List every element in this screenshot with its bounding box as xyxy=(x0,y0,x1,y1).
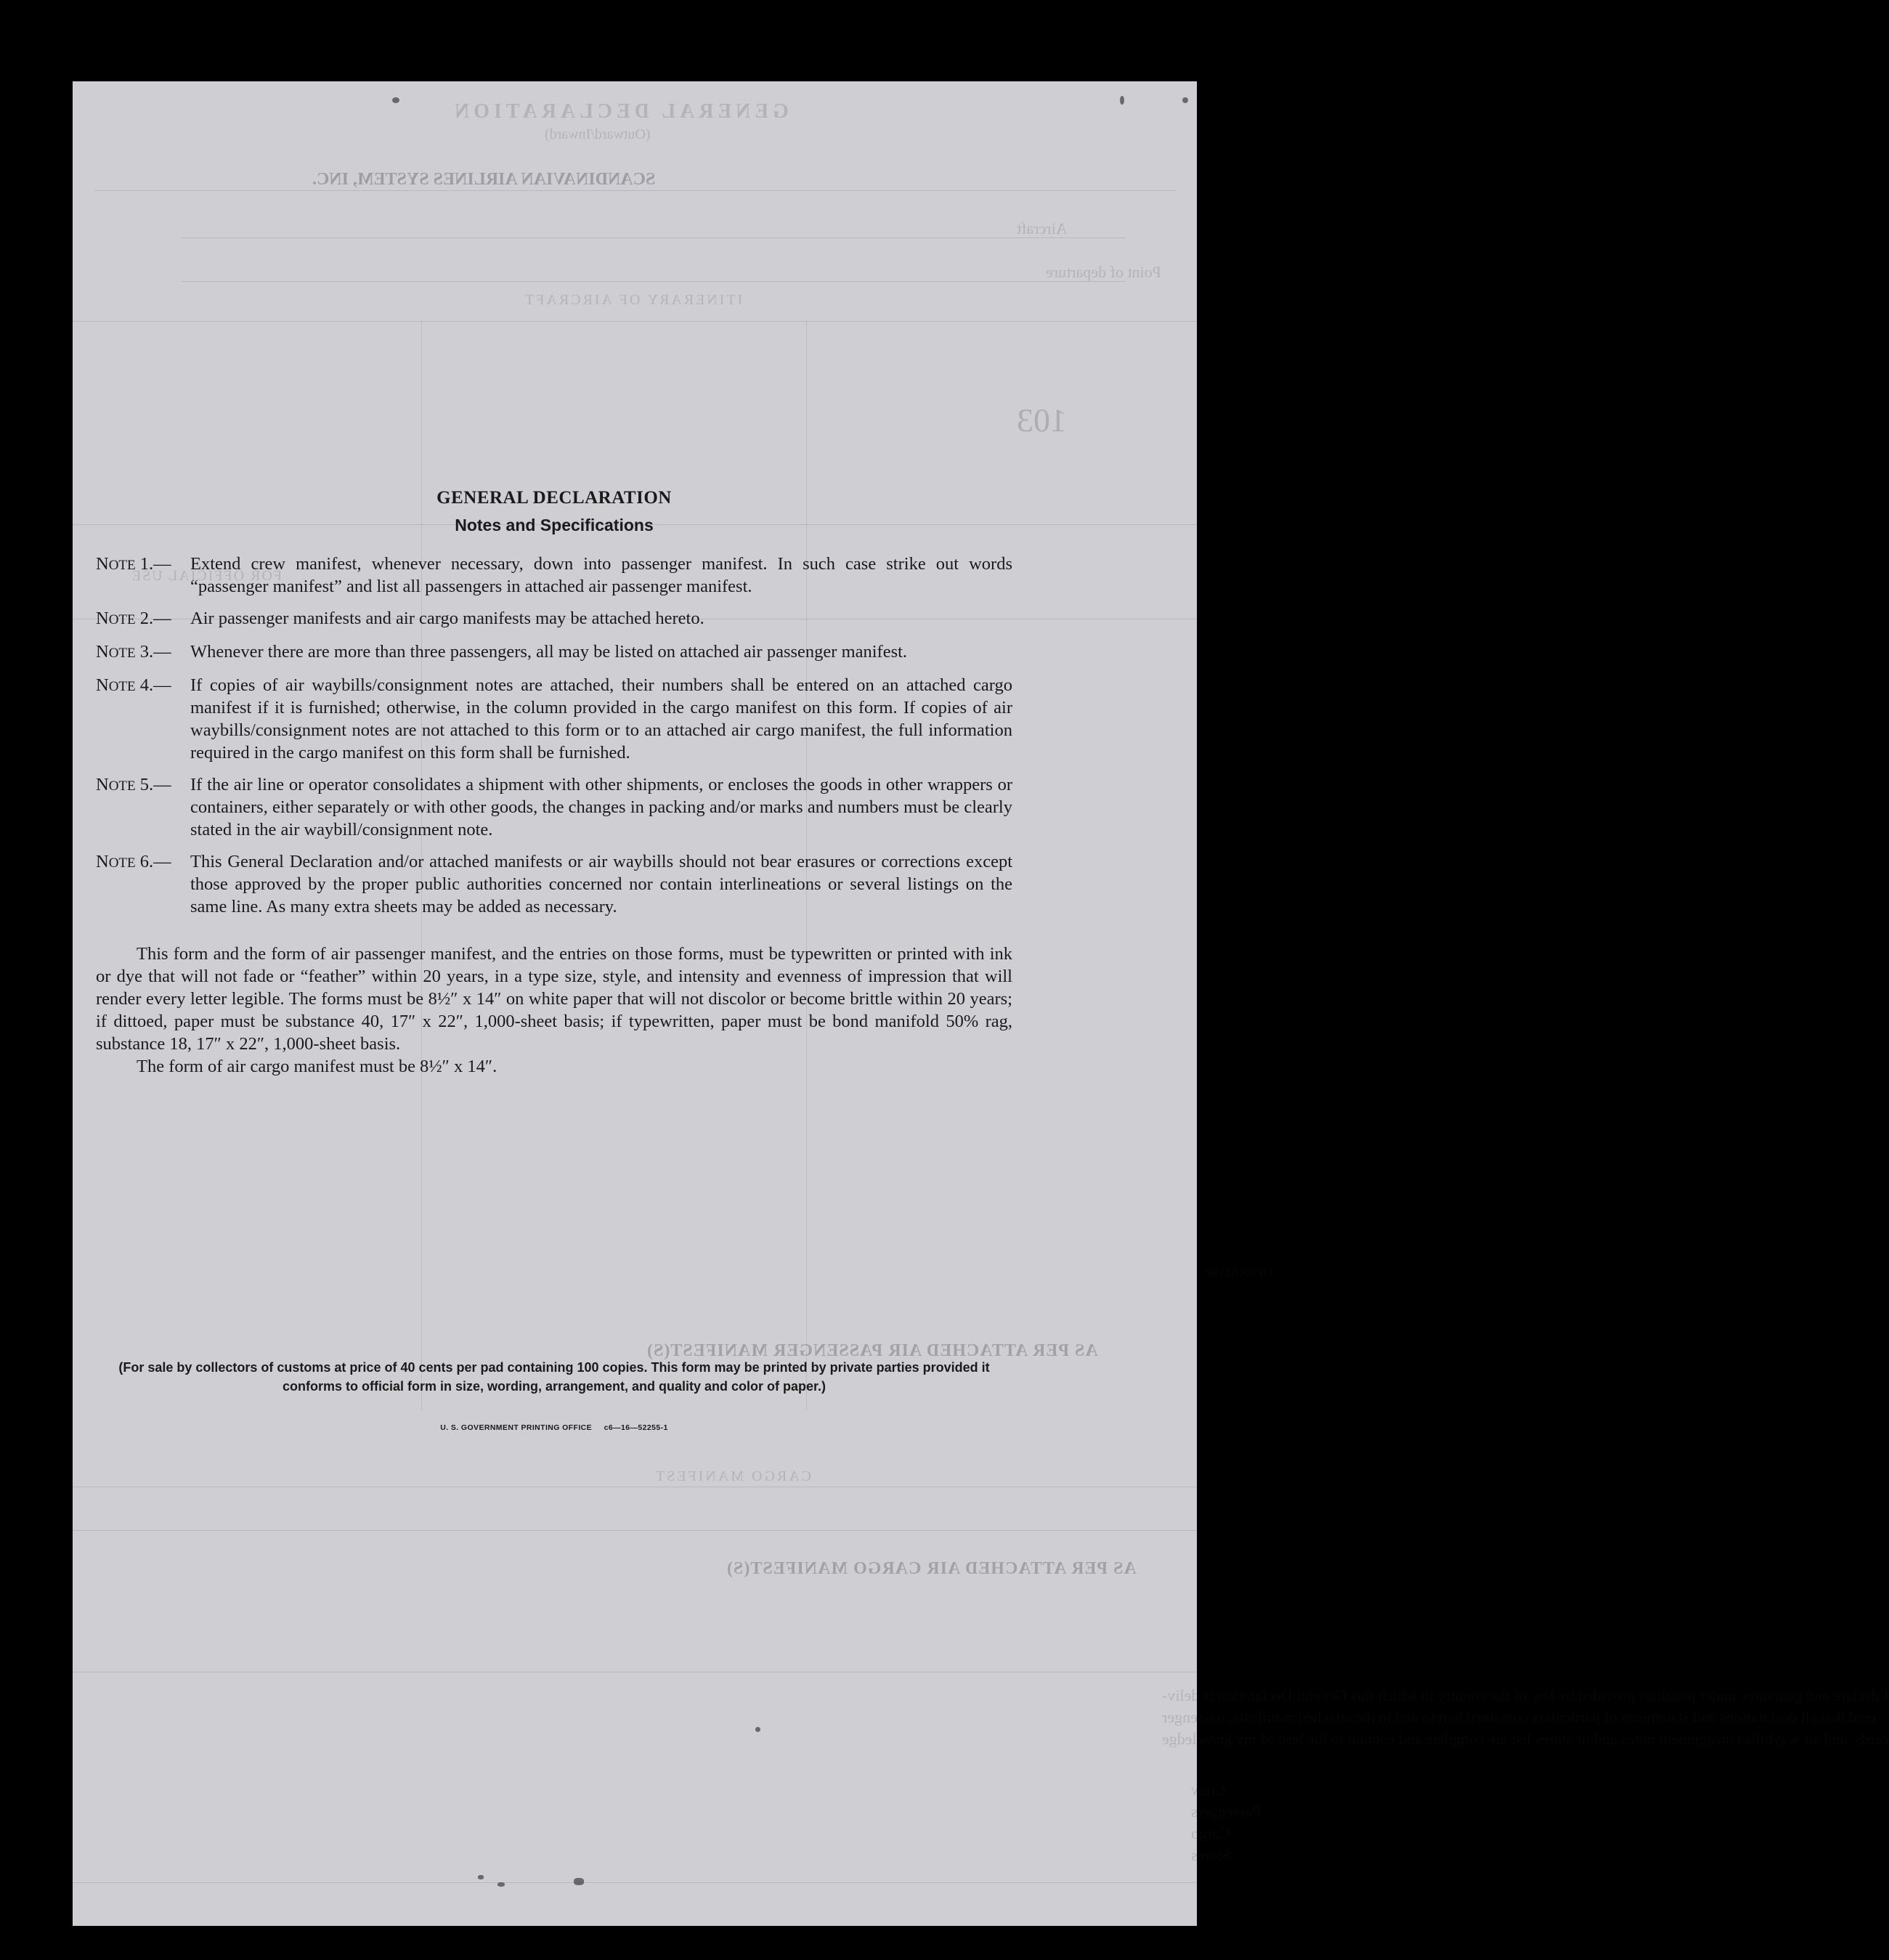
note-text: Air passenger manifests and air cargo manifests may be attached hereto. xyxy=(190,609,704,628)
bleed-through-declaration: cards, and air waybills/consignment notes and/or stores list are complete and contain to the best of my knowledge xyxy=(1162,1730,1889,1748)
bleed-through-aircraft: Aircraft xyxy=(1017,219,1068,237)
bleed-through-heading: GENERAL DECLARATION xyxy=(450,100,789,123)
scan-speck xyxy=(497,1882,505,1887)
note-label-initial: N xyxy=(96,609,109,628)
note-1 xyxy=(96,553,1012,598)
note-number: 4. xyxy=(135,675,154,695)
note-label-rest: OTE xyxy=(108,558,136,573)
note-label-initial: N xyxy=(96,642,109,662)
note-label-initial: N xyxy=(96,554,109,574)
scan-speck xyxy=(1120,96,1124,105)
note-label xyxy=(96,553,190,598)
scan-speck xyxy=(392,97,399,103)
note-dash: — xyxy=(153,554,171,574)
note-label-rest: OTE xyxy=(108,778,136,794)
note-label-rest: OTE xyxy=(108,679,136,694)
scan-speck xyxy=(574,1878,584,1885)
scan-speck xyxy=(1182,97,1188,103)
note-label xyxy=(96,641,190,664)
bleed-through-rule xyxy=(73,1882,1197,1883)
note-dash: — xyxy=(153,852,171,871)
bleed-through-operator-label: OPERATOR xyxy=(1206,1265,1273,1280)
note-label-rest: OTE xyxy=(108,646,136,661)
note-3 xyxy=(96,641,1012,664)
note-text: If the air line or operator consolidates a shipment with other shipments, or encloses the goods in other wrappers or containers, either separately or with other goods, the changes in packing and/or marks and numbers must be clearly stated in the air waybill/consignment note. xyxy=(190,775,1012,839)
note-number: 3. xyxy=(135,642,154,662)
note-label-initial: N xyxy=(96,775,109,794)
note-label-initial: N xyxy=(96,852,109,871)
note-number: 1. xyxy=(135,554,154,574)
printer-imprint: U. S. GOVERNMENT PRINTING OFFICE c6—16—52255-1 xyxy=(440,1423,668,1432)
specification-paragraph: This form and the form of air passenger manifest, and the entries on those forms, must be typewritten or printed with ink or dye that will not fade or “feather” within 20 years, in a type size, style, and intensity and evenness of impression that will render every letter legible. The forms must be 8½″ x 14″ on white paper that will not discolor or become brittle within 20 years; if dittoed, paper must be substance 40, 17″ x 22″, 1,000-sheet basis; if typewritten, paper must be bond manifold 50% rag, substance 18, 17″ x 22″, 1,000-sheet basis. xyxy=(96,944,1012,1054)
bleed-through-cargo-manifest: AS PER ATTACHED AIR CARGO MANIFEST(S) xyxy=(726,1559,1137,1578)
bleed-through-rule xyxy=(182,281,1126,282)
note-6 xyxy=(96,850,1012,918)
bleed-through-cargo: Cargo xyxy=(1191,1824,1230,1842)
bleed-through-operator: SCANDINAVIAN AIRLINES SYSTEM, INC. xyxy=(312,170,656,189)
bleed-through-rule xyxy=(94,190,1177,191)
note-number: 2. xyxy=(135,609,154,628)
bleed-through-official: FOR OFFICIAL USE xyxy=(131,568,282,584)
scan-speck xyxy=(755,1727,760,1732)
note-label-rest: OTE xyxy=(108,612,136,627)
bleed-through-departure: Point of departure xyxy=(1046,263,1161,281)
bleed-through-declaration: I declare and guarantee under penalties provided by law of the country in which this General Declaration is deliv- xyxy=(1162,1686,1889,1704)
note-label xyxy=(96,607,190,631)
page-subtitle: Notes and Specifications xyxy=(455,516,654,534)
note-5 xyxy=(96,773,1012,841)
bleed-through-cargo-manifest-title: CARGO MANIFEST xyxy=(654,1468,812,1484)
page-title: GENERAL DECLARATION xyxy=(436,488,672,508)
note-label-rest: OTE xyxy=(108,855,136,871)
bleed-through-rule xyxy=(182,237,1126,238)
notes-section xyxy=(96,488,1012,1078)
note-text: Whenever there are more than three passengers, all may be listed on attached air passenger manifest. xyxy=(190,642,908,662)
scan-speck xyxy=(478,1875,484,1879)
cargo-manifest-size-line: The form of air cargo manifest must be 8½″ x 14″. xyxy=(137,1057,497,1076)
bleed-through-declaration: ered that all declarations and statements of particulars contained herein and in the attached manifests, passenger xyxy=(1162,1708,1877,1726)
bleed-through-passengers: Passengers xyxy=(1191,1802,1262,1821)
bleed-through-subheading: (Outward/Inward) xyxy=(545,126,651,142)
note-label xyxy=(96,773,190,841)
bleed-through-itinerary: ITINERARY OF AIRCRAFT xyxy=(523,292,743,308)
bleed-through-number: 103 xyxy=(1017,402,1067,439)
note-number: 6. xyxy=(135,852,154,871)
note-label-initial: N xyxy=(96,675,109,695)
note-text: If copies of air waybills/consignment notes are attached, their numbers shall be entered on an attached cargo manifest if it is furnished; otherwise, in the column provided in the cargo manifest on this form. If copies of air waybills/consignment notes are not attached to this form or to an attached air cargo manifest, the full information required in the cargo manifest on this form shall be furnished. xyxy=(190,675,1012,763)
note-4 xyxy=(96,674,1012,764)
note-dash: — xyxy=(153,609,171,628)
bleed-through-rule xyxy=(73,1530,1197,1531)
note-2 xyxy=(96,607,1012,631)
note-dash: — xyxy=(153,775,171,794)
note-label xyxy=(96,674,190,764)
note-dash: — xyxy=(153,642,171,662)
note-label xyxy=(96,850,190,918)
bleed-through-passenger-manifest: AS PER ATTACHED AIR PASSENGER MANIFEST(S) xyxy=(646,1341,1098,1360)
note-dash: — xyxy=(153,675,171,695)
note-number: 5. xyxy=(135,775,154,794)
bleed-through-rule xyxy=(73,321,1197,322)
note-text: This General Declaration and/or attached manifests or air waybills should not bear erasures or corrections except those approved by the proper public authorities concerned nor contain interlineations or several listings on the same line. As many extra sheets may be added as necessary. xyxy=(190,852,1012,916)
note-text: Extend crew manifest, whenever necessary, down into passenger manifest. In such case strike out words “passenger manifest” and list all passengers in attached air passenger manifest. xyxy=(190,554,1012,596)
bleed-through-stores: Stores xyxy=(1191,1846,1231,1864)
bleed-through-crew: Crew xyxy=(1191,1781,1226,1799)
sale-footnote: (For sale by collectors of customs at price of 40 cents per pad containing 100 copies. This form may be printed by private parties provided it conforms to official form in size, wording, arrangement, and quality and color of paper.) xyxy=(118,1360,990,1394)
